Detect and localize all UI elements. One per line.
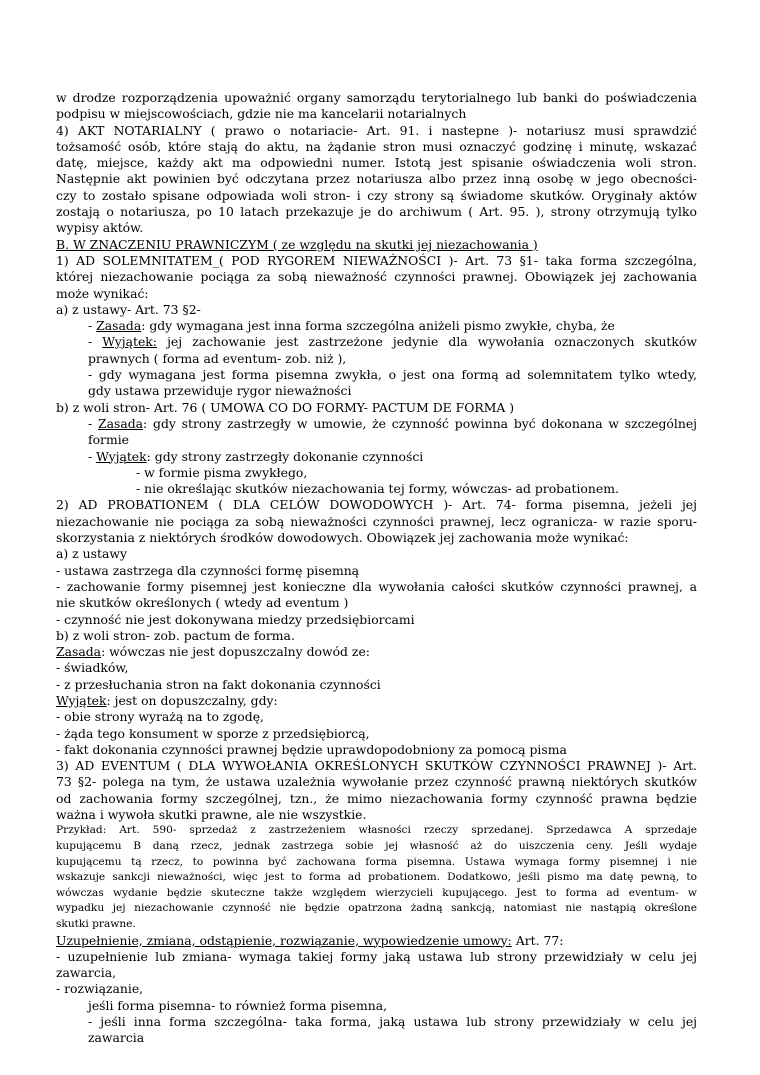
text-line: skorzystania z niektórych środków dowodowych. Obowiązek jej zachowania może wynikać:: [56, 530, 629, 546]
text-line: 1) AD SOLEMNITATEM_( POD RYGOREM NIEWAŻNOŚCI )- Art. 73 §1- taka forma szczególna,: [56, 252, 697, 268]
text-line: tożsamość osób, które stają do aktu, na żądanie stron musi oznaczyć godzinę i minutę, wskazać: [56, 138, 697, 154]
text-line: w drodze rozporządzenia upoważnić organy samorządu terytorialnego lub banki do poświadczenia: [56, 90, 697, 105]
line-prefix: -: [88, 448, 97, 464]
text-line: b) z woli stron- zob. pactum de forma.: [56, 627, 295, 643]
text-line: od zachowania formy szczególnej, tzn., że mimo niezachowania formy czynność prawna będzie: [56, 790, 697, 806]
text-line: - z przesłuchania stron na fakt dokonania czynności: [56, 676, 381, 692]
text-line: a) z ustawy- Art. 73 §2-: [56, 301, 201, 317]
line-text: : gdy wymagana jest inna forma szczególna aniżeli pismo zwykłe, chyba, że: [141, 318, 615, 334]
text-line: b) z woli stron- Art. 76 ( UMOWA CO DO FORMY- PACTUM DE FORMA ): [56, 399, 515, 415]
text-line: [56, 644, 697, 660]
text-line: 73 §2- polega na tym, że ustawa uzależnia wywołanie przez czynność prawną niektórych skutków: [56, 774, 697, 790]
text-line: [56, 449, 697, 465]
underlined-term: B. W ZNACZENIU PRAWNICZYM ( ze względu na skutki jej niezachowania ): [56, 236, 538, 252]
underlined-term: Wyjątek:: [102, 334, 157, 350]
underlined-term: Zasada: [96, 318, 142, 334]
text-line: zostają o notariusza, po 10 latach przekazuje je do archiwum ( Art. 95. ), strony otrzymują tylko: [56, 204, 697, 220]
text-line: ważna i wywoła skutki prawne, ale nie wszystkie.: [56, 807, 367, 823]
text-line: zawarcia,: [56, 965, 117, 981]
text-line: - fakt dokonania czynności prawnej będzie uprawdopodobniony za pomocą pisma: [56, 741, 567, 757]
text-line: 3) AD EVENTUM ( DLA WYWOŁANIA OKREŚLONYCH SKUTKÓW CZYNNOŚCI PRAWNEJ )- Art.: [56, 758, 697, 774]
text-line: [56, 693, 697, 709]
text-line: kupującemu B daną rzecz, jednak zastrzega sobie jej własność aż do uiszczenia ceny. Jeśli wydaje: [56, 839, 697, 852]
text-line: [56, 237, 697, 253]
underlined-term: Wyjątek: [96, 448, 147, 464]
text-line: - czynność nie jest dokonywana miedzy przedsiębiorcami: [56, 611, 415, 627]
text-line: - rozwiązanie,: [56, 981, 144, 997]
line-text: jej zachowanie jest zastrzeżone jedynie dla wywołania oznaczonych skutków: [156, 334, 697, 350]
underlined-term: Zasada: [97, 415, 144, 431]
line-text: : jest on dopuszczalny, gdy:: [106, 692, 278, 708]
text-line: nie skutków określonych ( wtedy ad eventum ): [56, 595, 349, 611]
document-body: [56, 90, 697, 1047]
text-line: - w formie pisma zwykłego,: [136, 464, 308, 480]
text-line: formie: [88, 432, 130, 448]
line-prefix: -: [88, 415, 98, 431]
text-line: wówczas wydanie będzie skuteczne także względem wierzycieli kupującego. Jest to forma ad eventum- w: [56, 886, 697, 899]
line-text: : gdy strony zastrzegły w umowie, że czynność powinna być dokonana w szczególnej: [143, 415, 697, 431]
text-line: - obie strony wyrażą na to zgodę,: [56, 709, 264, 725]
text-line: [56, 416, 697, 432]
text-line: - ustawa zastrzega dla czynności formę pisemną: [56, 562, 360, 578]
text-line: - uzupełnienie lub zmiana- wymaga takiej formy jaką ustawa lub strony przewidziały w celu jej: [56, 948, 697, 964]
text-line: 2) AD PROBATIONEM ( DLA CELÓW DOWODOWYCH )- Art. 74- forma pisemna, jeżeli jej: [56, 497, 697, 513]
text-line: - nie określając skutków niezachowania tej formy, wówczas- ad probationem.: [136, 481, 619, 497]
line-text: : gdy strony zastrzegły dokonanie czynności: [146, 448, 424, 464]
text-line: gdy ustawa przewiduje rygor nieważności: [88, 383, 352, 399]
text-line: kupującemu tą rzecz, to powinna być zachowana forma pisemna. Ustawa wymaga formy pisemnej i nie: [56, 855, 697, 868]
text-line: może wynikać:: [56, 285, 149, 301]
text-line: której niezachowanie pociąga za sobą nieważność czynności prawnej. Obowiązek jej zachowania: [56, 269, 697, 285]
text-line: - świadków,: [56, 660, 129, 676]
line-prefix: -: [88, 318, 97, 334]
text-line: wypadku jej niezachowanie czynność nie będzie opatrzona żadną sankcją, natomiast nie nastąpią określone: [56, 902, 697, 915]
text-line: skutki prawne.: [56, 917, 136, 930]
text-line: - jeśli inna forma szczególna- taka forma, jaką ustawa lub strony przewidziały w celu jej: [88, 1014, 697, 1029]
text-line: wskazuje sankcji nieważności, więc jest to forma ad probationem. Dodatkowo, jeśli pismo ma datę pewną, to: [56, 871, 697, 884]
text-line: zawarcia: [88, 1030, 145, 1046]
underlined-term: Wyjątek: [56, 692, 107, 708]
text-line: [56, 334, 697, 350]
text-line: Następnie akt powinien być odczytana przez notariusza albo przez inną osobę w jego obecności-: [56, 171, 697, 187]
line-text: : wówczas nie jest dopuszczalny dowód ze:: [101, 644, 370, 660]
text-line: - zachowanie formy pisemnej jest konieczne dla wywołania całości skutków czynności prawnej, a: [56, 578, 697, 594]
text-line: wypisy aktów.: [56, 220, 144, 236]
text-line: a) z ustawy: [56, 546, 127, 562]
text-line: - żąda tego konsument w sporze z przedsiębiorcą,: [56, 725, 370, 741]
text-line: Przykład: Art. 590- sprzedaż z zastrzeżeniem własności rzeczy sprzedanej. Sprzedawca A sprzedaje: [56, 824, 697, 837]
underlined-term: Zasada: [56, 644, 102, 660]
text-line: [56, 318, 697, 334]
text-line: czy to zostało spisane odpowiada woli stron- i czy strony są świadome skutków. Oryginały aktów: [56, 187, 697, 203]
text-line: niezachowanie nie pociąga za sobą nieważności czynności prawnej, lecz ogranicza- w razie sporu-: [56, 513, 697, 529]
underlined-term: Uzupełnienie, zmiana, odstąpienie, rozwiązanie, wypowiedzenie umowy:: [56, 932, 512, 948]
text-line: jeśli forma pisemna- to również forma pisemna,: [88, 997, 388, 1013]
text-line: 4) AKT NOTARIALNY ( prawo o notariacie- Art. 91. i nastepne )- notariusz musi sprawdzić: [56, 122, 697, 138]
text-line: datę, miejsce, każdy akt ma odpowiedni numer. Istotą jest spisanie oświadczenia woli stron.: [56, 155, 697, 171]
text-line: podpisu w miejscowościach, gdzie nie ma kancelarii notarialnych: [56, 106, 467, 122]
text-line: [56, 933, 697, 949]
line-text: Art. 77:: [511, 932, 564, 948]
text-line: - gdy wymagana jest forma pisemna zwykła, o jest ona formą ad solemnitatem tylko wtedy,: [88, 367, 697, 383]
text-line: prawnych ( forma ad eventum- zob. niż ),: [88, 350, 347, 366]
line-prefix: -: [88, 334, 103, 350]
